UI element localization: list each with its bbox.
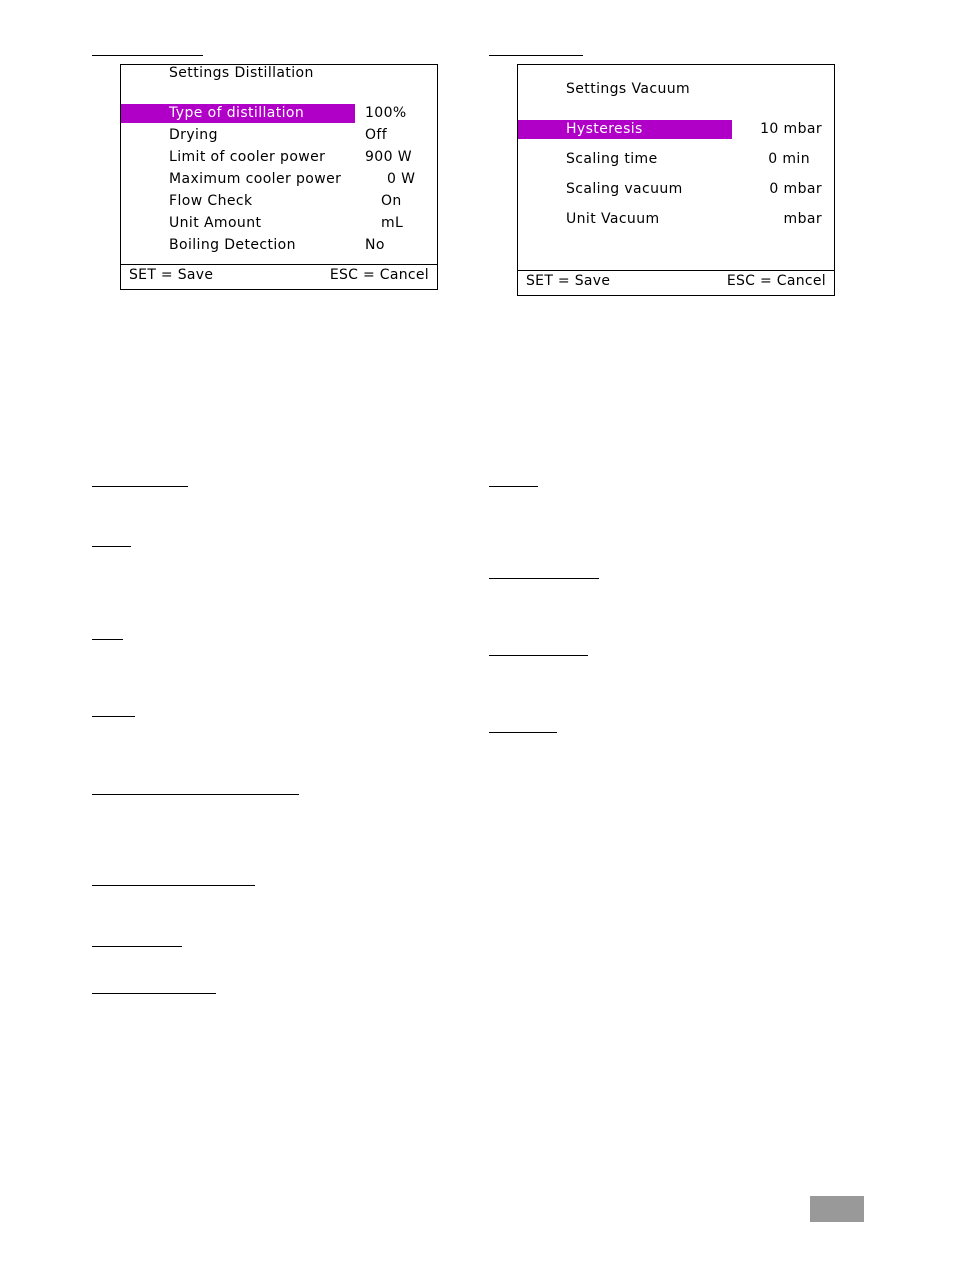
section-rule — [92, 639, 123, 640]
menu-row-label: Limit of cooler power — [169, 149, 326, 165]
section-rule — [92, 885, 255, 886]
menu-row-maximum-cooler-power[interactable] — [121, 170, 437, 189]
menu-row-value: On — [381, 193, 402, 209]
menu-row-label: Hysteresis — [566, 121, 643, 137]
heading-rule — [489, 55, 583, 56]
menu-row-value: 0 mbar — [769, 181, 822, 197]
menu-row-label: Type of distillation — [169, 105, 305, 121]
menu-row-flow-check[interactable] — [121, 192, 437, 211]
menu-row-type-of-distillation[interactable] — [121, 104, 437, 123]
section-rule — [92, 794, 299, 795]
section-rule — [92, 993, 216, 994]
heading-rule — [92, 55, 203, 56]
menu-row-label: Unit Amount — [169, 215, 262, 231]
menu-row-scaling-vacuum[interactable] — [518, 180, 834, 199]
menu-row-unit-vacuum[interactable] — [518, 210, 834, 229]
distillation-screen-title: Settings Distillation — [169, 65, 314, 81]
vacuum-settings-screen — [517, 64, 835, 296]
page-number-box — [810, 1196, 864, 1222]
menu-row-drying[interactable] — [121, 126, 437, 145]
section-rule — [489, 578, 599, 579]
menu-row-value: No — [365, 237, 385, 253]
screen-footer — [121, 264, 437, 289]
menu-row-value: 0 W — [387, 171, 416, 187]
distillation-settings-screen — [120, 64, 438, 290]
section-rule — [489, 732, 557, 733]
section-rule — [489, 655, 588, 656]
set-save-hint: SET = Save — [526, 273, 611, 289]
menu-row-hysteresis[interactable] — [518, 120, 834, 139]
esc-cancel-hint: ESC = Cancel — [329, 267, 429, 283]
menu-row-value: Off — [365, 127, 388, 143]
menu-row-label: Scaling vacuum — [566, 181, 683, 197]
set-save-hint: SET = Save — [129, 267, 214, 283]
menu-row-value: 900 W — [365, 149, 413, 165]
menu-row-label: Unit Vacuum — [566, 211, 660, 227]
screen-footer — [518, 270, 834, 295]
menu-row-label: Drying — [169, 127, 218, 143]
esc-cancel-hint: ESC = Cancel — [726, 273, 826, 289]
section-rule — [489, 486, 538, 487]
menu-row-label: Scaling time — [566, 151, 658, 167]
menu-row-value: 0 min — [768, 151, 810, 167]
menu-row-label: Boiling Detection — [169, 237, 296, 253]
menu-row-boiling-detection[interactable] — [121, 236, 437, 255]
menu-row-unit-amount[interactable] — [121, 214, 437, 233]
menu-row-label: Maximum cooler power — [169, 171, 342, 187]
vacuum-screen-title: Settings Vacuum — [566, 81, 691, 97]
menu-row-label: Flow Check — [169, 193, 253, 209]
menu-row-value: mL — [381, 215, 404, 231]
menu-row-value: 100% — [365, 105, 407, 121]
menu-row-value: mbar — [783, 211, 822, 227]
section-rule — [92, 716, 135, 717]
section-rule — [92, 946, 182, 947]
menu-row-limit-of-cooler-power[interactable] — [121, 148, 437, 167]
section-rule — [92, 546, 131, 547]
menu-row-scaling-time[interactable] — [518, 150, 834, 169]
menu-row-value: 10 mbar — [760, 121, 822, 137]
section-rule — [92, 486, 188, 487]
